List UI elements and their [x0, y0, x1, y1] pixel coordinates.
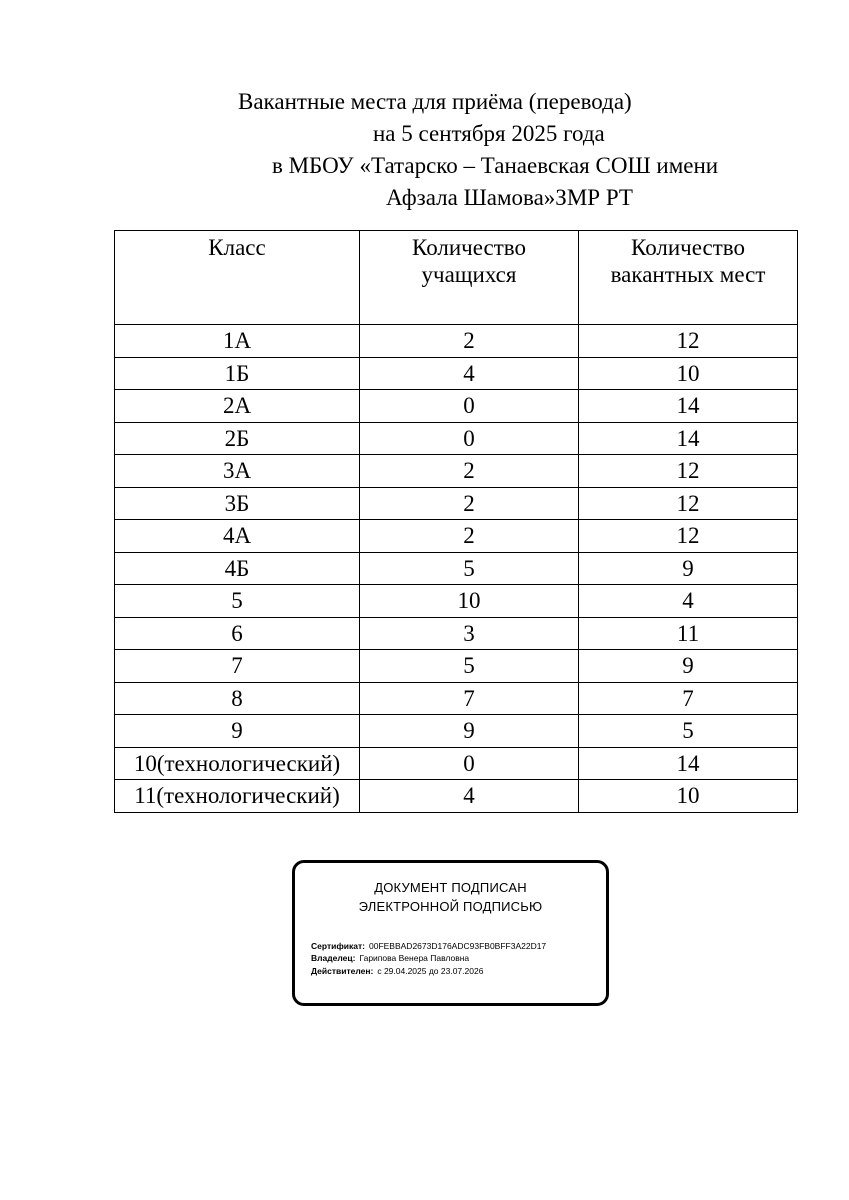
table-row: [115, 487, 798, 520]
cell-vacancies: 10: [579, 780, 798, 813]
table-row: [115, 715, 798, 748]
cell-vacancies: 12: [579, 455, 798, 488]
cell-class: 9: [115, 715, 360, 748]
cell-class: 4Б: [115, 552, 360, 585]
cell-vacancies: 11: [579, 617, 798, 650]
cell-vacancies: 12: [579, 487, 798, 520]
cell-students: 0: [360, 747, 579, 780]
cell-class: 2А: [115, 390, 360, 423]
cell-class: 3Б: [115, 487, 360, 520]
table-row: [115, 617, 798, 650]
valid-label: Действителен:: [311, 966, 374, 976]
title-line-3: в МБОУ «Татарско – Танаевская СОШ имени: [272, 153, 719, 178]
valid-value: с 29.04.2025 до 23.07.2026: [377, 966, 484, 976]
cell-students: 10: [360, 585, 579, 618]
cell-class: 11(технологический): [115, 780, 360, 813]
cell-vacancies: 10: [579, 357, 798, 390]
table-row: [115, 422, 798, 455]
table-row: [115, 357, 798, 390]
cell-vacancies: 7: [579, 682, 798, 715]
certificate-label: Сертификат:: [311, 941, 365, 951]
table-row: [115, 552, 798, 585]
cell-students: 4: [360, 357, 579, 390]
table-body: [115, 325, 798, 813]
cell-students: 5: [360, 552, 579, 585]
cell-students: 9: [360, 715, 579, 748]
cell-class: 4А: [115, 520, 360, 553]
cell-students: 2: [360, 325, 579, 358]
cell-students: 5: [360, 650, 579, 683]
owner-label: Владелец:: [311, 953, 356, 963]
title-line-4: Афзала Шамова»ЗМР РТ: [386, 185, 633, 210]
column-header-students: [360, 231, 579, 325]
table-row: [115, 455, 798, 488]
cell-students: 3: [360, 617, 579, 650]
cell-vacancies: 5: [579, 715, 798, 748]
cell-students: 2: [360, 520, 579, 553]
cell-students: 0: [360, 422, 579, 455]
stamp-certificate-row: [311, 941, 546, 952]
cell-class: 6: [115, 617, 360, 650]
cell-vacancies: 14: [579, 747, 798, 780]
cell-vacancies: 4: [579, 585, 798, 618]
electronic-signature-stamp: [292, 860, 609, 1006]
column-header-vacancies: [579, 231, 798, 325]
cell-students: 2: [360, 455, 579, 488]
owner-value: Гарипова Венера Павловна: [359, 953, 470, 963]
certificate-value: 00FEBBAD2673D176ADC93FB0BFF3A22D17: [368, 941, 547, 951]
title-line-1: Вакантные места для приёма (перевода): [238, 89, 632, 114]
stamp-owner-row: [311, 953, 469, 964]
cell-students: 0: [360, 390, 579, 423]
cell-vacancies: 14: [579, 422, 798, 455]
vacancies-table: [114, 230, 798, 813]
cell-class: 10(технологический): [115, 747, 360, 780]
cell-students: 2: [360, 487, 579, 520]
cell-class: 1Б: [115, 357, 360, 390]
stamp-title-line-1: ДОКУМЕНТ ПОДПИСАН: [374, 880, 527, 895]
column-header-class: Класс: [115, 231, 360, 325]
cell-class: 5: [115, 585, 360, 618]
column-header-students-text: Количество учащихся: [412, 235, 526, 287]
cell-class: 7: [115, 650, 360, 683]
cell-class: 3А: [115, 455, 360, 488]
cell-vacancies: 12: [579, 325, 798, 358]
cell-students: 4: [360, 780, 579, 813]
table-row: [115, 682, 798, 715]
table-row: [115, 520, 798, 553]
table-row: [115, 585, 798, 618]
stamp-title-line-2: ЭЛЕКТРОННОЙ ПОДПИСЬЮ: [358, 899, 543, 914]
column-header-vacancies-text: Количество вакантных мест: [610, 235, 766, 287]
table-row: [115, 747, 798, 780]
title-line-2: на 5 сентября 2025 года: [373, 121, 605, 146]
table-row: [115, 780, 798, 813]
cell-vacancies: 12: [579, 520, 798, 553]
stamp-valid-row: [311, 966, 483, 977]
table-row: [115, 325, 798, 358]
cell-vacancies: 9: [579, 650, 798, 683]
table-row: [115, 650, 798, 683]
table-row: [115, 390, 798, 423]
cell-vacancies: 14: [579, 390, 798, 423]
table-header-row: [115, 231, 798, 325]
cell-class: 8: [115, 682, 360, 715]
cell-vacancies: 9: [579, 552, 798, 585]
cell-class: 2Б: [115, 422, 360, 455]
cell-students: 7: [360, 682, 579, 715]
cell-class: 1А: [115, 325, 360, 358]
